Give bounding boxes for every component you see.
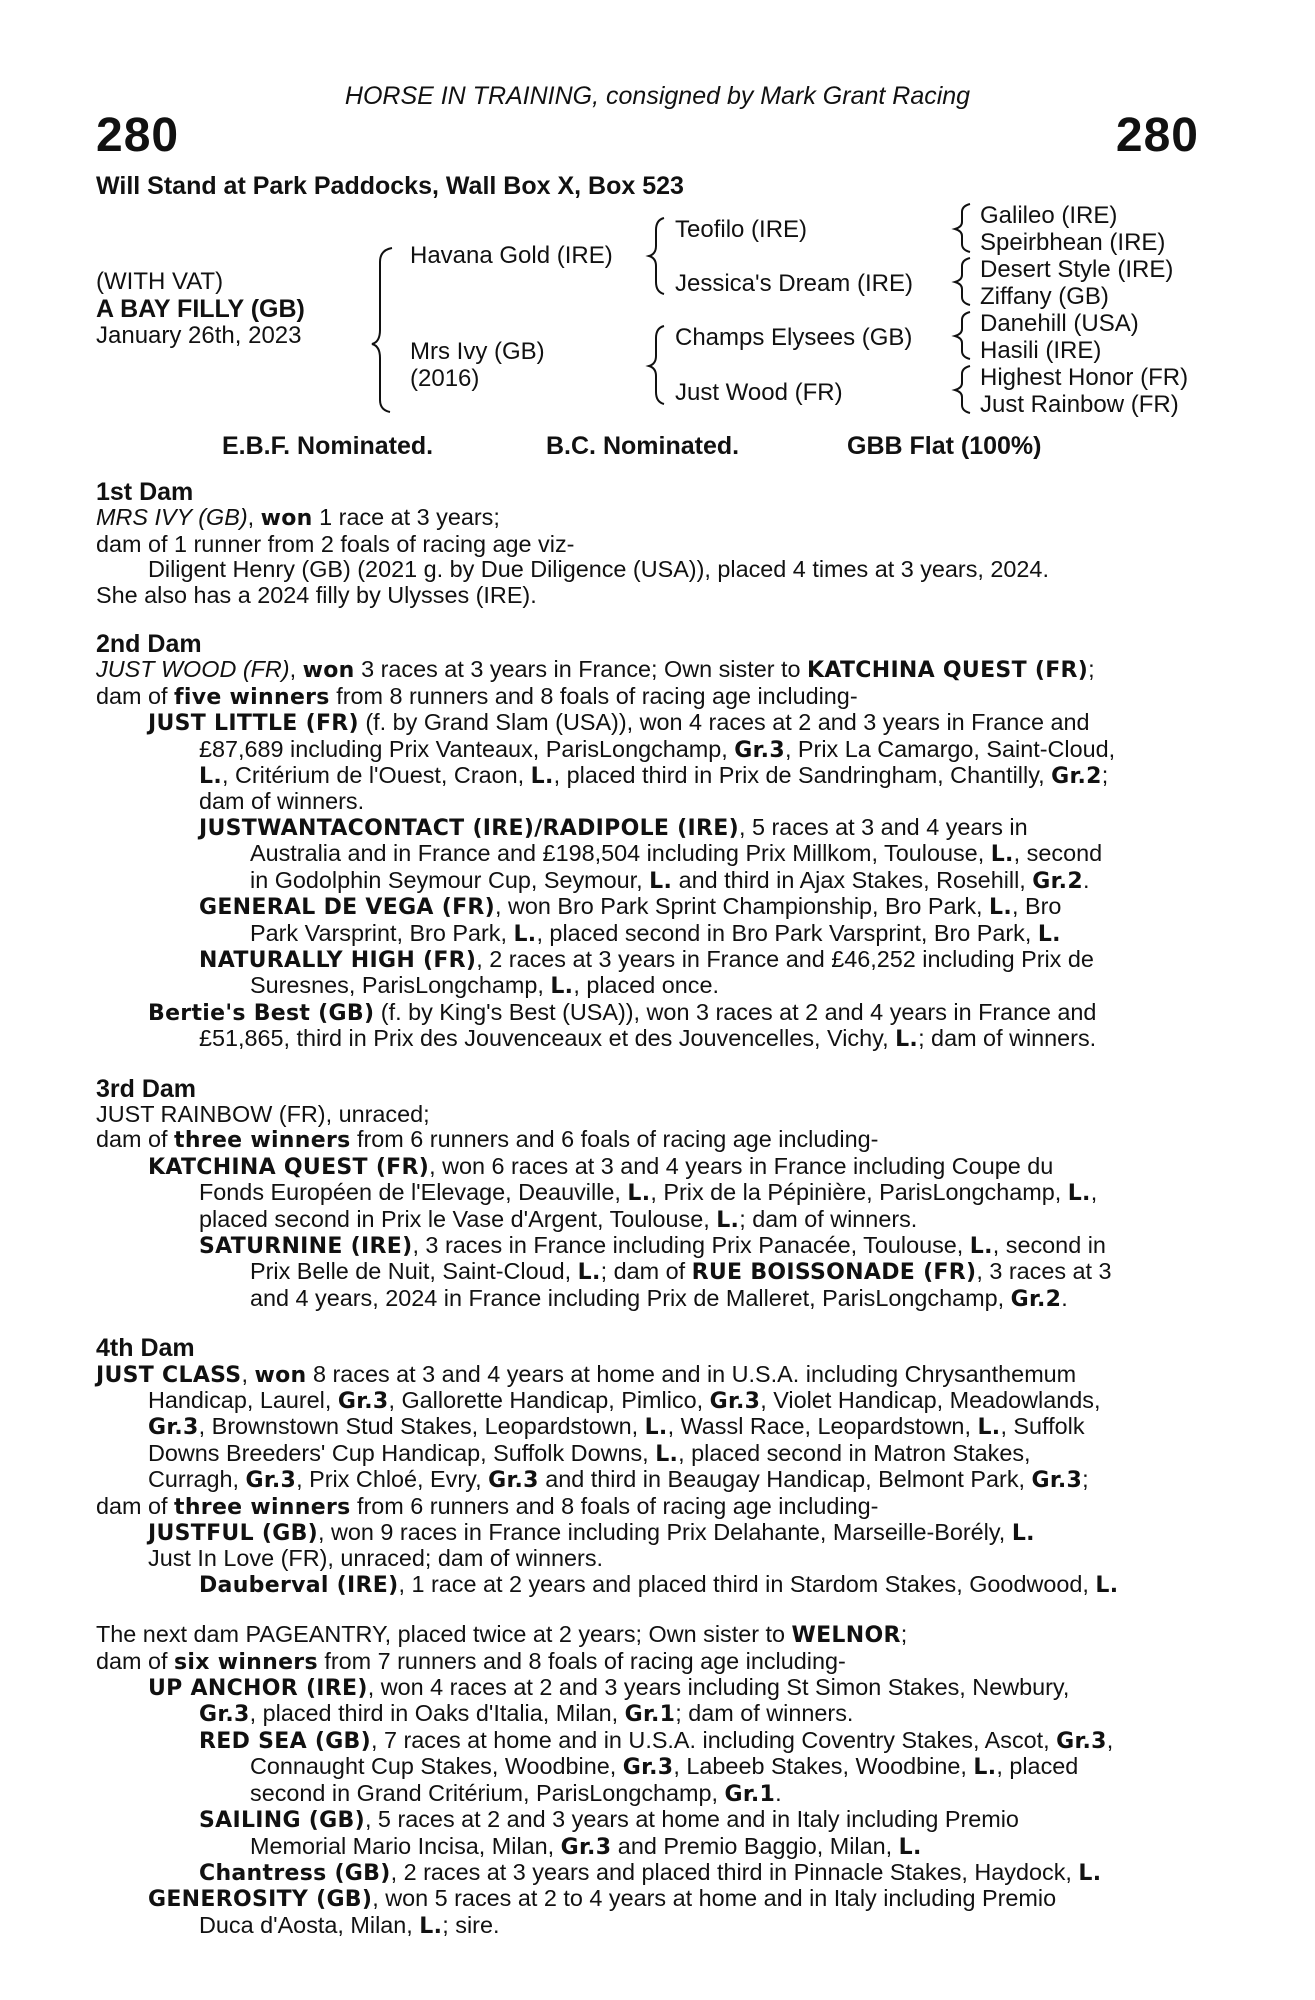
pedigree-gg-5: Danehill (USA) bbox=[980, 310, 1139, 337]
bold-text: Gr.3 bbox=[622, 1755, 674, 1781]
bold-text: JUSTFUL (GB) bbox=[148, 1521, 319, 1547]
family-line bbox=[96, 1259, 1201, 1285]
text: JUST WOOD (FR) bbox=[96, 656, 290, 683]
text: ; bbox=[900, 1621, 908, 1648]
bold-text: NATURALLY HIGH (FR) bbox=[199, 947, 477, 973]
pedigree-sire: Havana Gold (IRE) bbox=[410, 242, 613, 269]
text: dam of winners. bbox=[199, 788, 365, 815]
text: 1 race at 3 years; bbox=[312, 504, 500, 531]
family-line bbox=[96, 657, 1201, 683]
section-title: 2nd Dam bbox=[96, 630, 202, 659]
family-line bbox=[96, 841, 1201, 867]
text: , placed bbox=[996, 1753, 1079, 1780]
bold-text: Gr.3 bbox=[245, 1468, 297, 1494]
text: and third in Beaugay Handicap, Belmont Park, bbox=[538, 1466, 1032, 1493]
pedigree-dam-sire: Champs Elysees (GB) bbox=[675, 324, 913, 351]
bold-text: Gr.3 bbox=[734, 737, 785, 763]
text: (f. by Grand Slam (USA)), won 4 races at 2 and 3 years in France and bbox=[358, 709, 1090, 736]
bold-text: Gr.3 bbox=[709, 1389, 761, 1414]
dam-section bbox=[96, 480, 1201, 608]
text: ; bbox=[1101, 762, 1109, 789]
family-line bbox=[96, 1414, 1201, 1440]
text: , won 5 races at 2 to 4 years at home and in Italy including Premio bbox=[372, 1885, 1057, 1912]
bold-text: Gr.3 bbox=[1031, 1468, 1083, 1494]
bold-text: Gr.2 bbox=[1032, 868, 1083, 894]
family-line bbox=[96, 505, 1201, 531]
text: and 4 years, 2024 in France including Prix de Malleret, ParisLongchamp, bbox=[250, 1284, 1011, 1311]
family-line bbox=[96, 1754, 1201, 1780]
vat-note: (WITH VAT) bbox=[96, 268, 224, 295]
text: , won 6 races at 3 and 4 years in France including Coupe du bbox=[429, 1152, 1054, 1179]
bold-text: SAILING (GB) bbox=[199, 1808, 365, 1834]
bold-text: L. bbox=[969, 1233, 993, 1259]
family-line bbox=[96, 1886, 1201, 1912]
text: , 2 races at 3 years in France and £46,252 including Prix de bbox=[476, 945, 1094, 972]
bold-text: won bbox=[254, 1362, 307, 1388]
horse-name: A BAY FILLY (GB) bbox=[96, 295, 305, 323]
bold-text: Gr.2 bbox=[1051, 764, 1102, 790]
bold-text: JUST LITTLE (FR) bbox=[148, 711, 359, 737]
text: , bbox=[241, 1360, 255, 1387]
bold-text: L. bbox=[716, 1207, 740, 1233]
text: , placed second in Matron Stakes, bbox=[678, 1439, 1031, 1466]
text: from 6 runners and 6 foals of racing age including- bbox=[350, 1126, 879, 1153]
family-line bbox=[96, 1467, 1201, 1493]
text: , placed second in Bro Park Varsprint, Bro Park, bbox=[536, 919, 1038, 946]
bold-text: RED SEA (GB) bbox=[199, 1728, 371, 1754]
bold-text: L. bbox=[1078, 1860, 1102, 1886]
pedigree-dam-dam: Just Wood (FR) bbox=[675, 379, 843, 406]
bold-text: six winners bbox=[174, 1649, 318, 1675]
family-line bbox=[96, 1701, 1201, 1727]
text: , placed once. bbox=[573, 972, 719, 999]
bold-text: Gr.3 bbox=[148, 1415, 199, 1441]
text: Australia and in France and £198,504 including Prix Millkom, Toulouse, bbox=[250, 840, 991, 867]
bold-text: Gr.3 bbox=[560, 1834, 612, 1860]
text: dam of bbox=[96, 1126, 175, 1153]
pedigree-gg-8: Just Rainbow (FR) bbox=[980, 391, 1179, 418]
bold-text: L. bbox=[895, 1027, 919, 1053]
bold-text: Chantress (GB) bbox=[199, 1860, 391, 1886]
family-line bbox=[96, 1026, 1201, 1052]
family-line bbox=[96, 1180, 1201, 1206]
text: Downs Breeders' Cup Handicap, Suffolk Downs, bbox=[148, 1439, 656, 1466]
bc-nomination: B.C. Nominated. bbox=[546, 432, 740, 460]
text: , Prix de la Pépinière, ParisLongchamp, bbox=[650, 1179, 1068, 1206]
family-line bbox=[96, 684, 1201, 710]
text: in Godolphin Seymour Cup, Seymour, bbox=[250, 866, 650, 893]
text: dam of bbox=[96, 1647, 175, 1674]
bold-text: L. bbox=[977, 1415, 1001, 1441]
family-line bbox=[96, 1546, 1201, 1571]
text: ; bbox=[1082, 1466, 1089, 1493]
bold-text: L. bbox=[1037, 921, 1061, 947]
family-line bbox=[96, 868, 1201, 894]
family-line bbox=[96, 1675, 1201, 1701]
text: Curragh, bbox=[148, 1466, 246, 1493]
family-line bbox=[96, 1362, 1201, 1388]
bold-text: three winners bbox=[174, 1494, 351, 1520]
bold-text: five winners bbox=[174, 684, 330, 710]
family-line bbox=[96, 1622, 1201, 1648]
text: JUST RAINBOW (FR), unraced; bbox=[96, 1100, 430, 1127]
text: , Prix Chloé, Evry, bbox=[296, 1466, 489, 1493]
section-title: 1st Dam bbox=[96, 478, 194, 506]
bold-text: Bertie's Best (GB) bbox=[148, 1000, 375, 1026]
family-details bbox=[96, 480, 1201, 1963]
bold-text: three winners bbox=[174, 1128, 351, 1154]
bold-text: L. bbox=[419, 1913, 443, 1939]
bold-text: Gr.3 bbox=[337, 1389, 389, 1414]
text: She also has a 2024 filly by Ulysses (IRE). bbox=[96, 581, 537, 608]
text: ; sire. bbox=[442, 1911, 500, 1938]
bold-text: L. bbox=[644, 1415, 668, 1441]
family-line bbox=[96, 1286, 1201, 1312]
bold-text: L. bbox=[649, 868, 673, 894]
text: dam of 1 runner from 2 foals of racing age viz- bbox=[96, 530, 575, 557]
pedigree-gg-7: Highest Honor (FR) bbox=[980, 364, 1189, 391]
gbb-flat: GBB Flat (100%) bbox=[847, 432, 1042, 460]
text: , bbox=[247, 504, 261, 531]
stand-location: Will Stand at Park Paddocks, Wall Box X, Box 523 bbox=[96, 172, 684, 200]
text: . bbox=[1082, 866, 1090, 893]
family-line bbox=[96, 1441, 1201, 1467]
bold-text: L. bbox=[199, 764, 222, 790]
bold-text: SATURNINE (IRE) bbox=[199, 1233, 413, 1259]
family-line bbox=[96, 894, 1201, 920]
bold-text: L. bbox=[513, 921, 537, 947]
family-line bbox=[96, 532, 1201, 557]
bold-text: L. bbox=[1011, 1521, 1035, 1547]
text: . bbox=[1061, 1284, 1068, 1311]
text: Fonds Européen de l'Elevage, Deauville, bbox=[199, 1179, 628, 1206]
text: , Bro bbox=[1012, 893, 1062, 920]
family-line bbox=[96, 1649, 1201, 1675]
bold-text: JUST CLASS bbox=[96, 1362, 242, 1388]
bold-text: GENERAL DE VEGA (FR) bbox=[199, 895, 495, 921]
text: and third in Ajax Stakes, Rosehill, bbox=[672, 866, 1033, 893]
bold-text: L. bbox=[1095, 1572, 1119, 1598]
text: , bbox=[1090, 1179, 1098, 1206]
family-line bbox=[96, 921, 1201, 947]
text: , Brownstown Stud Stakes, Leopardstown, bbox=[198, 1413, 645, 1440]
text: , 7 races at home and in U.S.A. including Coventry Stakes, Ascot, bbox=[370, 1726, 1057, 1753]
bold-text: L. bbox=[627, 1181, 651, 1207]
text: Duca d'Aosta, Milan, bbox=[199, 1911, 420, 1938]
text: (f. by King's Best (USA)), won 3 races at 2 and 4 years in France and bbox=[374, 998, 1097, 1025]
family-line bbox=[96, 1860, 1201, 1886]
bold-text: L. bbox=[550, 974, 574, 1000]
family-line bbox=[96, 1233, 1201, 1259]
pedigree-gg-2: Speirbhean (IRE) bbox=[980, 229, 1166, 256]
text: MRS IVY (GB) bbox=[96, 504, 248, 531]
text: , placed third in Oaks d'Italia, Milan, bbox=[249, 1700, 625, 1727]
bold-text: Gr.2 bbox=[1010, 1286, 1062, 1312]
text: Suresnes, ParisLongchamp, bbox=[250, 972, 551, 999]
text: , second bbox=[1013, 840, 1103, 867]
pedigree-gg-3: Desert Style (IRE) bbox=[980, 256, 1174, 283]
family-line bbox=[96, 1000, 1201, 1026]
text: , won 4 races at 2 and 3 years including St Simon Stakes, Newbury, bbox=[367, 1674, 1070, 1701]
text: , 1 race at 2 years and placed third in Stardom Stakes, Goodwood, bbox=[398, 1570, 1096, 1597]
bold-text: RUE BOISSONADE (FR) bbox=[691, 1260, 977, 1286]
text: ; dam of winners. bbox=[918, 1025, 1097, 1052]
text: from 8 runners and 8 foals of racing age including- bbox=[329, 682, 858, 709]
bold-text: Gr.3 bbox=[199, 1702, 250, 1728]
pedigree-dam-year: (2016) bbox=[410, 365, 480, 392]
family-line bbox=[96, 763, 1201, 789]
family-line bbox=[96, 1728, 1201, 1754]
text: ; dam of winners. bbox=[739, 1205, 918, 1232]
foaling-date: January 26th, 2023 bbox=[96, 322, 302, 349]
family-line bbox=[96, 1102, 1201, 1127]
text: , Gallorette Handicap, Pimlico, bbox=[388, 1387, 710, 1413]
bold-text: L. bbox=[989, 895, 1012, 921]
text: , won 9 races in France including Prix Delahante, Marseille-Borély, bbox=[318, 1519, 1012, 1546]
bold-text: L. bbox=[530, 764, 554, 790]
family-line bbox=[96, 737, 1201, 763]
text: Connaught Cup Stakes, Woodbine, bbox=[250, 1753, 623, 1780]
pedigree-sire-sire: Teofilo (IRE) bbox=[675, 216, 808, 243]
bold-text: won bbox=[260, 506, 313, 532]
text: dam of bbox=[96, 682, 175, 709]
family-line bbox=[96, 1127, 1201, 1153]
family-line bbox=[96, 710, 1201, 736]
family-line bbox=[96, 947, 1201, 973]
dam-section bbox=[96, 1622, 1201, 1939]
dam-section bbox=[96, 1074, 1201, 1313]
text: from 6 runners and 8 foals of racing age including- bbox=[350, 1492, 879, 1519]
family-line bbox=[96, 1520, 1201, 1546]
text: ; bbox=[1088, 656, 1095, 683]
ebf-nomination: E.B.F. Nominated. bbox=[222, 432, 434, 460]
bold-text: Gr.3 bbox=[488, 1468, 539, 1494]
text: and Premio Baggio, Milan, bbox=[611, 1832, 899, 1859]
text: Just In Love (FR), unraced; dam of winners. bbox=[148, 1545, 604, 1572]
bold-text: Gr.1 bbox=[624, 1702, 676, 1728]
family-line bbox=[96, 1154, 1201, 1180]
family-line bbox=[96, 973, 1201, 999]
text: Prix Belle de Nuit, Saint-Cloud, bbox=[250, 1258, 578, 1285]
bold-text: Gr.3 bbox=[1056, 1728, 1107, 1754]
text: , 3 races at 3 bbox=[976, 1258, 1112, 1285]
section-title: 4th Dam bbox=[96, 1334, 195, 1363]
text: , Suffolk bbox=[1000, 1413, 1085, 1440]
pedigree-sire-dam: Jessica's Dream (IRE) bbox=[675, 270, 913, 297]
text: ; dam of bbox=[600, 1258, 692, 1285]
text: , bbox=[289, 656, 303, 683]
bold-text: won bbox=[302, 658, 355, 684]
text: placed second in Prix le Vase d'Argent, Toulouse, bbox=[199, 1205, 717, 1232]
text: , placed third in Prix de Sandringham, Chantilly, bbox=[553, 762, 1052, 789]
text: , bbox=[1106, 1726, 1114, 1753]
text: , Violet Handicap, Meadowlands, bbox=[760, 1387, 1101, 1413]
lot-number-right: 280 bbox=[1115, 109, 1199, 162]
bold-text: L. bbox=[655, 1441, 679, 1467]
family-line bbox=[96, 1781, 1201, 1807]
text: , Prix La Camargo, Saint-Cloud, bbox=[784, 735, 1116, 762]
bold-text: UP ANCHOR (IRE) bbox=[148, 1676, 368, 1702]
section-title: 3rd Dam bbox=[96, 1074, 197, 1103]
bold-text: KATCHINA QUEST (FR) bbox=[148, 1154, 430, 1180]
text: £51,865, third in Prix des Jouvenceaux et des Jouvencelles, Vichy, bbox=[199, 1025, 896, 1052]
text: The next dam PAGEANTRY, placed twice at 2 years; Own sister to bbox=[96, 1621, 792, 1648]
text: from 7 runners and 8 foals of racing age including- bbox=[317, 1647, 846, 1674]
bold-text: JUSTWANTACONTACT (IRE)/RADIPOLE (IRE) bbox=[199, 815, 739, 841]
text: £87,689 including Prix Vanteaux, ParisLongchamp, bbox=[199, 735, 735, 762]
dam-section bbox=[96, 1336, 1201, 1598]
text: , Critérium de l'Ouest, Craon, bbox=[221, 762, 531, 789]
text: ; dam of winners. bbox=[675, 1700, 854, 1727]
text: , second in bbox=[992, 1231, 1106, 1258]
dam-section bbox=[96, 632, 1201, 1053]
text: Park Varsprint, Bro Park, bbox=[250, 919, 514, 946]
bold-text: Dauberval (IRE) bbox=[199, 1572, 399, 1598]
bold-text: L. bbox=[898, 1834, 922, 1860]
bold-text: L. bbox=[973, 1755, 997, 1781]
family-line bbox=[96, 815, 1201, 841]
bold-text: Gr.1 bbox=[724, 1781, 776, 1807]
text: , 2 races at 3 years and placed third in Pinnacle Stakes, Haydock, bbox=[390, 1858, 1079, 1885]
lot-number-left: 280 bbox=[96, 109, 180, 162]
text: , 5 races at 2 and 3 years at home and in Italy including Premio bbox=[364, 1806, 1019, 1833]
bold-text: WELNOR bbox=[791, 1623, 901, 1649]
family-line bbox=[96, 1494, 1201, 1520]
text: 8 races at 3 and 4 years at home and in U.S.A. including Chrysanthemum bbox=[306, 1360, 1077, 1387]
text: , Wassl Race, Leopardstown, bbox=[667, 1413, 978, 1440]
pedigree-gg-6: Hasili (IRE) bbox=[980, 337, 1102, 364]
text: , 5 races at 3 and 4 years in bbox=[738, 813, 1028, 840]
family-line bbox=[96, 1834, 1201, 1860]
text: , 3 races in France including Prix Panacée, Toulouse, bbox=[412, 1231, 970, 1258]
family-line bbox=[96, 1207, 1201, 1233]
text: , won Bro Park Sprint Championship, Bro Park, bbox=[495, 893, 990, 920]
bold-text: KATCHINA QUEST (FR) bbox=[807, 658, 1089, 684]
text: . bbox=[775, 1779, 782, 1806]
family-line bbox=[96, 1807, 1201, 1833]
family-line bbox=[96, 1913, 1201, 1939]
text: Diligent Henry (GB) (2021 g. by Due Diligence (USA)), placed 4 times at 3 years, 2024. bbox=[148, 556, 1049, 583]
text: 3 races at 3 years in France; Own sister to bbox=[354, 656, 808, 683]
text: dam of bbox=[96, 1492, 175, 1519]
catalogue-subtitle: HORSE IN TRAINING, consigned by Mark Grant Racing bbox=[344, 82, 971, 110]
text: Memorial Mario Incisa, Milan, bbox=[250, 1832, 561, 1859]
bold-text: L. bbox=[1067, 1181, 1091, 1207]
family-line bbox=[96, 557, 1201, 582]
family-line bbox=[96, 789, 1201, 814]
text: , Labeeb Stakes, Woodbine, bbox=[673, 1753, 974, 1780]
pedigree-gg-1: Galileo (IRE) bbox=[980, 202, 1118, 229]
text: second in Grand Critérium, ParisLongchamp, bbox=[250, 1779, 725, 1806]
bold-text: GENEROSITY (GB) bbox=[148, 1887, 373, 1913]
text: Handicap, Laurel, bbox=[148, 1387, 338, 1413]
family-line bbox=[96, 583, 1201, 608]
pedigree-dam: Mrs Ivy (GB) bbox=[410, 338, 545, 365]
bold-text: L. bbox=[577, 1260, 601, 1286]
pedigree-gg-4: Ziffany (GB) bbox=[980, 283, 1109, 310]
bold-text: L. bbox=[990, 842, 1014, 868]
family-line bbox=[96, 1388, 1201, 1414]
family-line bbox=[96, 1572, 1201, 1598]
